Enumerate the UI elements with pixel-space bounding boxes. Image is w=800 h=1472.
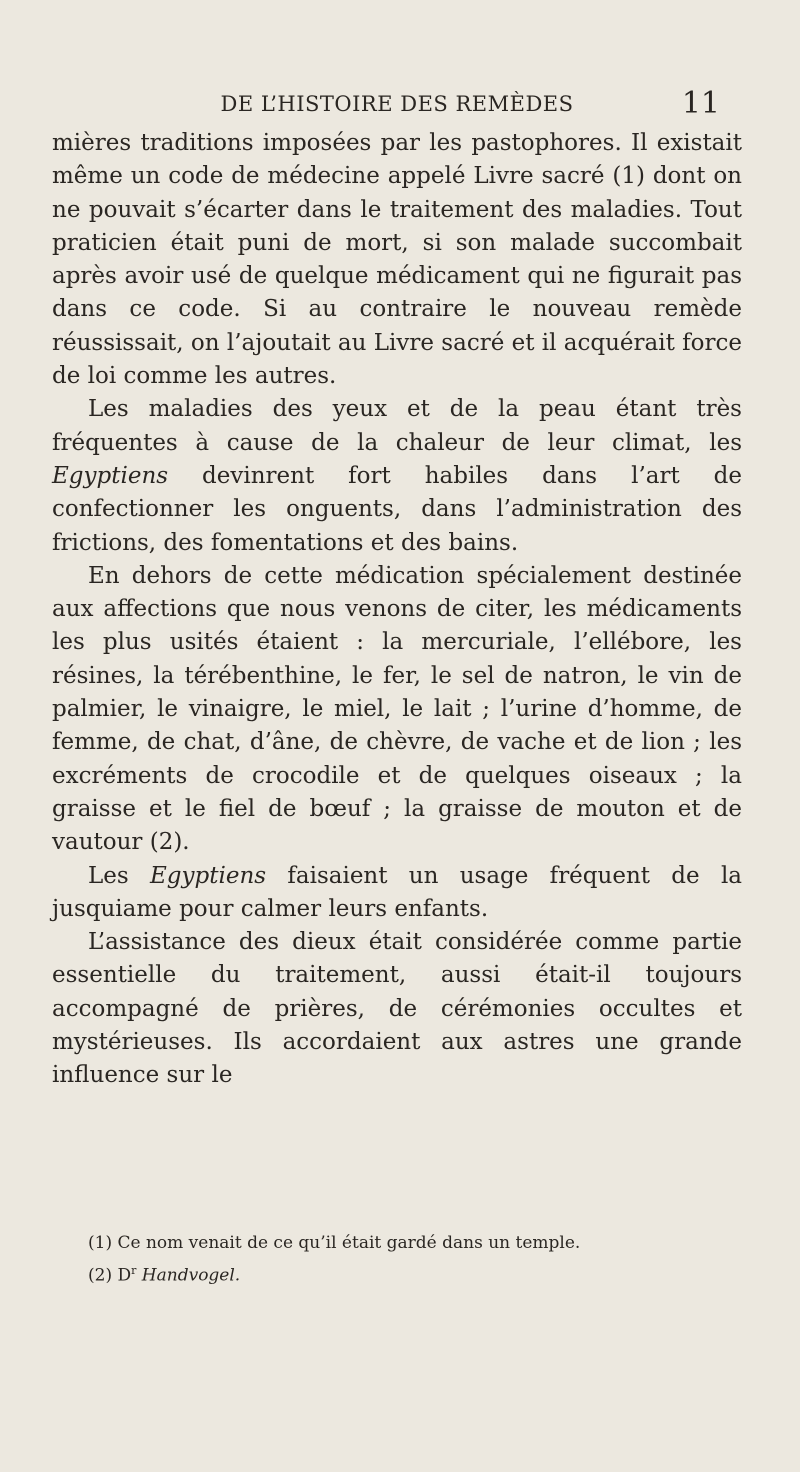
- paragraph-5: L’assistance des dieux était considérée comme partie essentielle du traitement, aussi était-il toujours accompagné de prières, de cérémonies occultes et mystérieuses. Ils accordaient aux astres une grande influence sur le: [52, 929, 742, 1089]
- running-head-title: DE L’HISTOIRE DES REMÈDES: [220, 92, 574, 116]
- paragraph-4-italic: Egyptiens: [150, 862, 267, 889]
- footnote-2-mark: (2) D: [88, 1265, 132, 1286]
- paragraph-2-end: devinrent fort habiles dans l’art de confectionner les onguents, dans l’administration des frictions, des fomentations et des bains.: [52, 462, 742, 556]
- running-head: [52, 86, 742, 122]
- footnote-2: [88, 1257, 742, 1290]
- paragraph-2: [52, 393, 742, 559]
- footnote-2-name: Handvogel.: [141, 1265, 241, 1286]
- footnotes: [88, 1230, 742, 1290]
- paragraph-4-start: Les: [88, 862, 150, 889]
- paragraph-2-italic: Egyptiens: [52, 462, 169, 489]
- paragraph-4-end: faisaient un usage fréquent de la jusquiame pour calmer leurs enfants.: [52, 862, 743, 922]
- page-number: 11: [681, 86, 720, 121]
- footnote-1: (1) Ce nom venait de ce qu’il était gardé dans un temple.: [88, 1233, 581, 1253]
- paragraph-4: [52, 860, 742, 927]
- paragraph-1: mières traditions imposées par les pastophores. Il existait même un code de médecine appelé Livre sacré (1) dont on ne pouvait s’écarter dans le traitement des maladies. Tout praticien était puni de mort, si son malade succombait après avoir usé de quelque médicament qui ne figurait pas dans ce code. Si au contraire le nouveau remède réussissait, on l’ajoutait au Livre sacré et il acquérait force de loi comme les autres.: [52, 130, 743, 390]
- footnote-2-superscript: r: [131, 1264, 137, 1277]
- body-text: [52, 127, 742, 1093]
- paragraph-3: En dehors de cette médication spécialement destinée aux affections que nous venons de citer, les médicaments les plus usités étaient : la mercuriale, l’ellébore, les résines, la térébenthine, le fer, le sel de natron, le vin de palmier, le vinaigre, le miel, le lait ; l’urine d’homme, de femme, de chat, d’âne, de chèvre, de vache et de lion ; les excréments de crocodile et de quelques oiseaux ; la graisse et le fiel de bœuf ; la graisse de mouton et de vautour (2).: [52, 562, 742, 856]
- paragraph-2-start: Les maladies des yeux et de la peau étant très fréquentes à cause de la chaleur de leur climat, les: [52, 396, 742, 456]
